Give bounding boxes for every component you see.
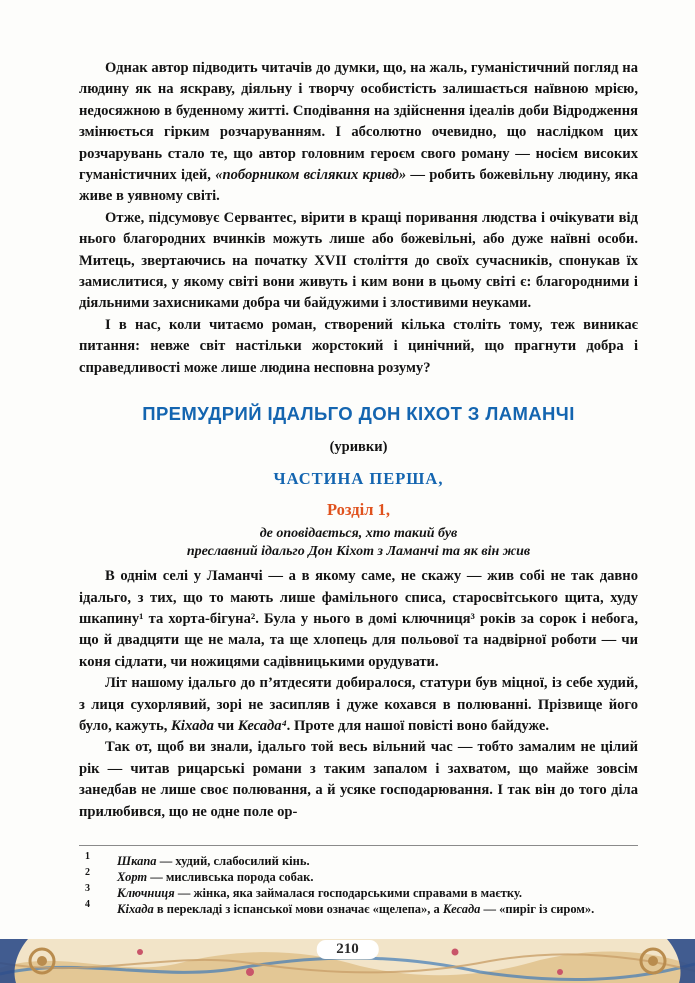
footnote-marker: 3 <box>85 883 90 894</box>
chapter-description-line-2: преславний ідальго Дон Кіхот з Ламанчі та як він жив <box>186 543 531 559</box>
footnote-4 <box>79 901 638 917</box>
body-paragraph-3: Так от, щоб ви знали, ідальго той весь вільний час — тобто замалим не цілий рік — читав рицарські романи з таким запалом і захватом, що майже зовсім занедбав не лише своє полювання, а й усяке господарювання. І так він до того діла прилюбився, що не одне поле ор- <box>79 739 638 820</box>
page-number: 210 <box>316 940 379 959</box>
footnote-divider <box>79 845 638 846</box>
chapter-heading: Розділ 1, <box>327 500 390 520</box>
intro-paragraph-1: Однак автор підводить читачів до думки, що, на жаль, гуманістичний погляд на людину як на яскраву, діяльну і творчу особистість залишається наївною мрією, недосяжною в буденному житті. Сподівання на здійснення ідеалів доби Відродження змінюється гірким розчаруванням. І абсолютно очевидно, що наслідком цих розчарувань стало те, що автор головним героєм свого роману — носієм високих гуманістичних ідей, «поборником всіляких кривд» — робить божевільну людину, яка живе в уявному світі. <box>79 60 638 205</box>
intro-paragraph-3: І в нас, коли читаємо роман, створений кілька століть тому, теж виникає питання: невже світ настільки жорстокий і цинічний, що прагнути добра і справедливості може лише людина несповна розуму? <box>79 316 638 376</box>
part-heading: ЧАСТИНА ПЕРША, <box>273 469 444 489</box>
footnote-text: Ключниця — жінка, яка займалася господарськими справами в маєтку. <box>117 886 523 900</box>
footnote-marker: 4 <box>85 899 90 910</box>
footnote-text: Хорт — мисливська порода собак. <box>117 870 314 884</box>
work-title: ПРЕМУДРИЙ ІДАЛЬГО ДОН КІХОТ З ЛАМАНЧІ <box>142 403 575 425</box>
footnote-text: Шкапа — худий, слабосилий кінь. <box>117 854 310 868</box>
decorative-footer-band <box>0 939 695 983</box>
chapter-description-line-1: де оповідається, хто такий був <box>259 526 458 542</box>
body-paragraph-1: В однім селі у Ламанчі — а в якому саме, не скажу — жив собі не так давно ідальго, з тих, що то мають лише фамільного списа, старосвітського щита, худу шкапину¹ та хорта-бігуна². Була у нього в домі ключниця³ років за сорок і небога, що й двадцяти ще не мала, та ще хлопець для польової та надвірної роботи — чи коня сідлати, чи ножицями садівницькими орудувати. <box>79 568 638 670</box>
footnote-marker: 1 <box>85 851 90 862</box>
footnotes-section <box>79 845 638 917</box>
intro-paragraph-2: Отже, підсумовує Сервантес, вірити в кращі поривання людства і очікувати від нього благородних вчинків можуть лише або божевільні, або дуже наївні особи. Митець, звертаючись на початку XVII століття до своїх сучасників, спонукав їх замислитися, у якому світі вони живуть і ким вони в цьому світі є: благородними і діяльними захисниками добра чи байдужими і злостивими неуками. <box>79 209 638 312</box>
footnote-marker: 2 <box>85 867 90 878</box>
footnote-2 <box>79 869 638 885</box>
footnote-text: Кіхада в перекладі з іспанської мови означає «щелепа», а Кесада — «пиріг із сиром». <box>117 902 595 916</box>
footnote-1 <box>79 853 638 869</box>
work-subtitle: (уривки) <box>329 439 388 456</box>
body-paragraph-2: Літ нашому ідальго до п’ятдесяти добиралося, статури був міцної, із себе худий, з лиця сухорлявий, зорі не засипляв і дуже кохався в полюванні. Прізвище його було, кажуть, Кіхада чи Кесада⁴. Проте для нашої повісті воно байдуже. <box>79 675 638 734</box>
footnote-3 <box>79 885 638 901</box>
